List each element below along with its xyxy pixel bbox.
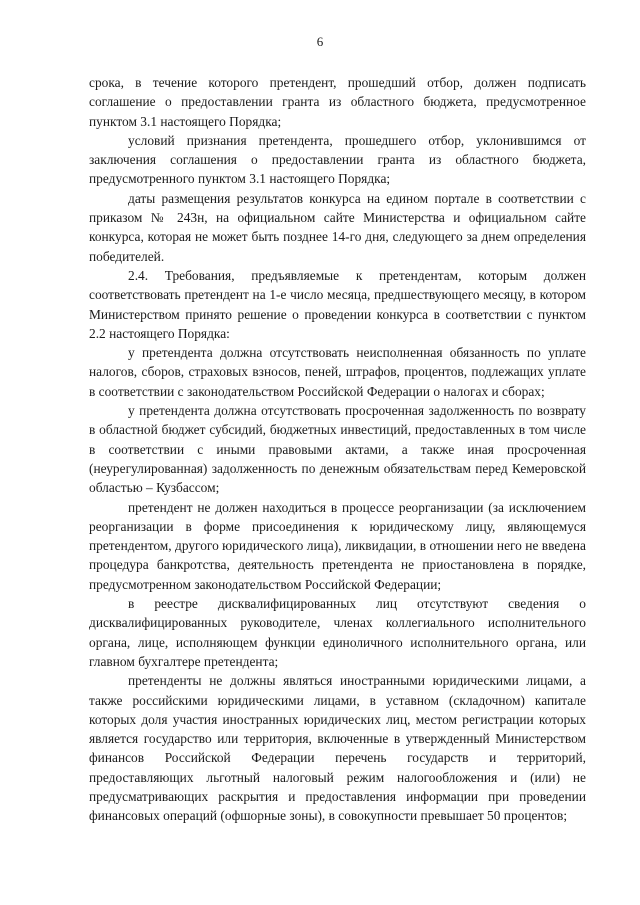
page-number: 6 xyxy=(316,34,324,49)
paragraph-reorganization: претендент не должен находиться в процессе реорганизации (за исключением реорганизации в форме присоединения к юридическому лицу, являющемуся претендентом, другого юридического лица), ликвидации, в отношении него не введена процедура банкротства, деятельность претендента не приостановлена в порядке, предусмотренном законодательством Российской Федерации; xyxy=(89,499,586,592)
paragraph-overdue-debt: у претендента должна отсутствовать просроченная задолженность по возврату в областной бюджет субсидий, бюджетных инвестиций, предоставленных в том числе в соответствии с иными правовыми актами, а также иная просроченная (неурегулированная) задолженность по денежным обязательствам перед Кемеровской областью – Кузбассом; xyxy=(89,403,586,496)
document-body xyxy=(89,73,586,826)
paragraph-disqualified-persons: в реестре дисквалифицированных лиц отсутствуют сведения о дисквалифицированных руководителе, членах коллегиального исполнительного органа, лице, исполняющем функции единоличного исполнительного органа, или главном бухгалтере претендента; xyxy=(89,596,586,669)
paragraph-results-publication-date: даты размещения результатов конкурса на едином портале в соответствии с приказом № 243н, на официальном сайте Министерства и официальном сайте конкурса, которая не может быть позднее 14-го дня, следующего за днем определения победителей. xyxy=(89,190,586,264)
paragraph-section-2-4: 2.4. Требования, предъявляемые к претендентам, которым должен соответствовать претендент на 1-е число месяца, предшествующего месяцу, в котором Министерством принято решение о проведении конкурса в соответствии с пунктом 2.2 настоящего Порядка: xyxy=(89,267,586,341)
paragraph-foreign-entities: претенденты не должны являться иностранными юридическими лицами, а также российскими юридическими лицами, в уставном (складочном) капитале которых доля участия иностранных юридических лиц, местом регистрации которых является государство или территория, включенные в утвержденный Министерством финансов Российской Федерации перечень государств и территорий, предоставляющих льготный налоговый режим налогообложения и (или) не предусматривающих раскрытия и предоставления информации при проведении финансовых операций (офшорные зоны), в совокупности превышает 50 процентов; xyxy=(89,673,586,824)
paragraph-evasion-conditions: условий признания претендента, прошедшего отбор, уклонившимся от заключения соглашения о предоставлении гранта из областного бюджета, предусмотренного пунктом 3.1 настоящего Порядка; xyxy=(89,132,586,187)
paragraph-tax-obligations: у претендента должна отсутствовать неисполненная обязанность по уплате налогов, сборов, страховых взносов, пеней, штрафов, процентов, подлежащих уплате в соответствии с законодательством Российской Федерации о налогах и сборах; xyxy=(89,345,586,399)
paragraph-contract-deadline: срока, в течение которого претендент, прошедший отбор, должен подписать соглашение о предоставлении гранта из областного бюджета, предусмотренное пунктом 3.1 настоящего Порядка; xyxy=(89,75,586,129)
